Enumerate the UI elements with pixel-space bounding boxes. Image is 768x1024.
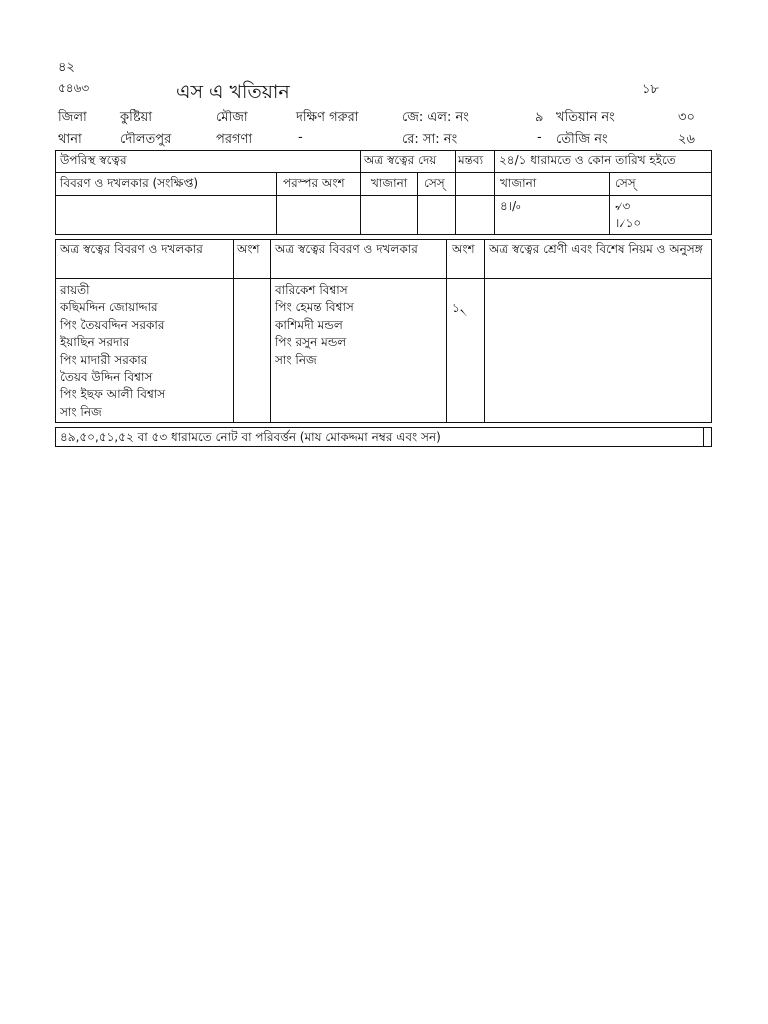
header-remarks: মন্তব্য xyxy=(458,153,484,167)
mouza-value: দক্ষিণ গরুরা xyxy=(296,110,359,125)
header-details-2: অত্র স্বত্বের বিবরণ ও দখলকার xyxy=(275,242,418,256)
thana-value: দৌলতপুর xyxy=(120,132,172,147)
owner-left-6: তৈয়ব উদ্দিন বিশ্বাস xyxy=(60,370,153,385)
page-title: এস এ খতিয়ান xyxy=(176,81,290,103)
pargana-value: - xyxy=(298,130,303,145)
district-label: জিলা xyxy=(58,110,87,125)
jl-value: ৯ xyxy=(535,110,544,125)
owner-left-1: রায়তী xyxy=(60,283,90,297)
thana-label: থানা xyxy=(58,132,82,147)
owner-right-4: পিং রসুন মন্ডল xyxy=(275,335,347,350)
subheader-rent-2: খাজানা xyxy=(500,176,537,190)
touzi-label: তৌজি নং xyxy=(556,132,608,147)
owner-right-2: পিং হেমন্ত বিশ্বাস xyxy=(275,300,354,315)
header-class: অত্র স্বত্বের শ্রেণী এবং বিশেষ নিয়ম ও অনুসঙ্গ xyxy=(489,242,703,256)
share-right-value: ১৲ xyxy=(452,301,468,315)
owner-right-5: সাং নিজ xyxy=(275,352,317,367)
khatian-value: ৩০ xyxy=(678,110,695,125)
header-details-1: অত্র স্বত্বের বিবরণ ও দখলকার xyxy=(60,242,203,256)
touzi-value: ২৬ xyxy=(678,132,695,147)
subheader-cess: সেস্ xyxy=(424,176,445,190)
page-number: ৪২ xyxy=(58,60,75,75)
subheader-details: বিবরণ ও দখলকার (সংক্ষিপ্ত) xyxy=(60,176,198,190)
owner-right-3: কাশিমদী মন্ডল xyxy=(275,317,343,332)
cess-value-2: ।৴১০ xyxy=(615,216,642,230)
header-present-right: উপরিস্থ স্বত্বের xyxy=(60,153,127,167)
mouza-label: মৌজা xyxy=(216,110,248,125)
rs-value: - xyxy=(537,130,542,145)
serial-number: ৫৪৬৩ xyxy=(58,81,90,95)
owners-right-list xyxy=(275,282,354,369)
owners-left-list xyxy=(60,282,165,421)
owner-left-7: পিং ইছফ আলী বিশ্বাস xyxy=(60,387,166,402)
owner-left-4: ইয়াছিন সরদার xyxy=(60,335,130,350)
rs-label: রে: সা: নং xyxy=(402,132,458,147)
right-number: ১৮ xyxy=(642,82,659,97)
owner-left-8: সাং নিজ xyxy=(60,404,102,419)
owner-left-5: পিং মাদারী সরকার xyxy=(60,352,148,367)
notes-label: ৪৯,৫০,৫১,৫২ বা ৫৩ ধারামতে নোট বা পরিবর্ত্তন (মায মোকদ্দমা নম্বর এবং সন) xyxy=(60,430,441,444)
rent-value: ৪।/৹ xyxy=(500,199,521,213)
owner-left-2: কছিমদ্দিন জোয়াদ্দার xyxy=(60,300,158,315)
owner-left-3: পিং তৈয়বদ্দিন সরকার xyxy=(60,317,165,332)
header-share-1: অংশ xyxy=(237,242,260,256)
district-value: কুষ্টিয়া xyxy=(120,110,153,125)
khatian-label: খতিয়ান নং xyxy=(556,110,615,125)
pargana-label: পরগণা xyxy=(216,132,253,147)
cess-value-1: ৵৩ xyxy=(615,199,631,213)
header-share-2: অংশ xyxy=(452,242,475,256)
jl-label: জে: এল: নং xyxy=(402,110,469,125)
subheader-share: পরস্পর অংশ xyxy=(283,176,345,190)
subheader-cess-2: সেস্ xyxy=(615,176,636,190)
owner-right-1: বারিকেশ বিশ্বাস xyxy=(275,283,348,297)
header-payable: অত্র স্বত্বের দেয় xyxy=(364,153,437,167)
subheader-rent: খাজানা xyxy=(371,176,408,190)
header-section-24: ২৪/১ ধারামতে ও কোন তারিখ হইতে xyxy=(499,153,676,167)
